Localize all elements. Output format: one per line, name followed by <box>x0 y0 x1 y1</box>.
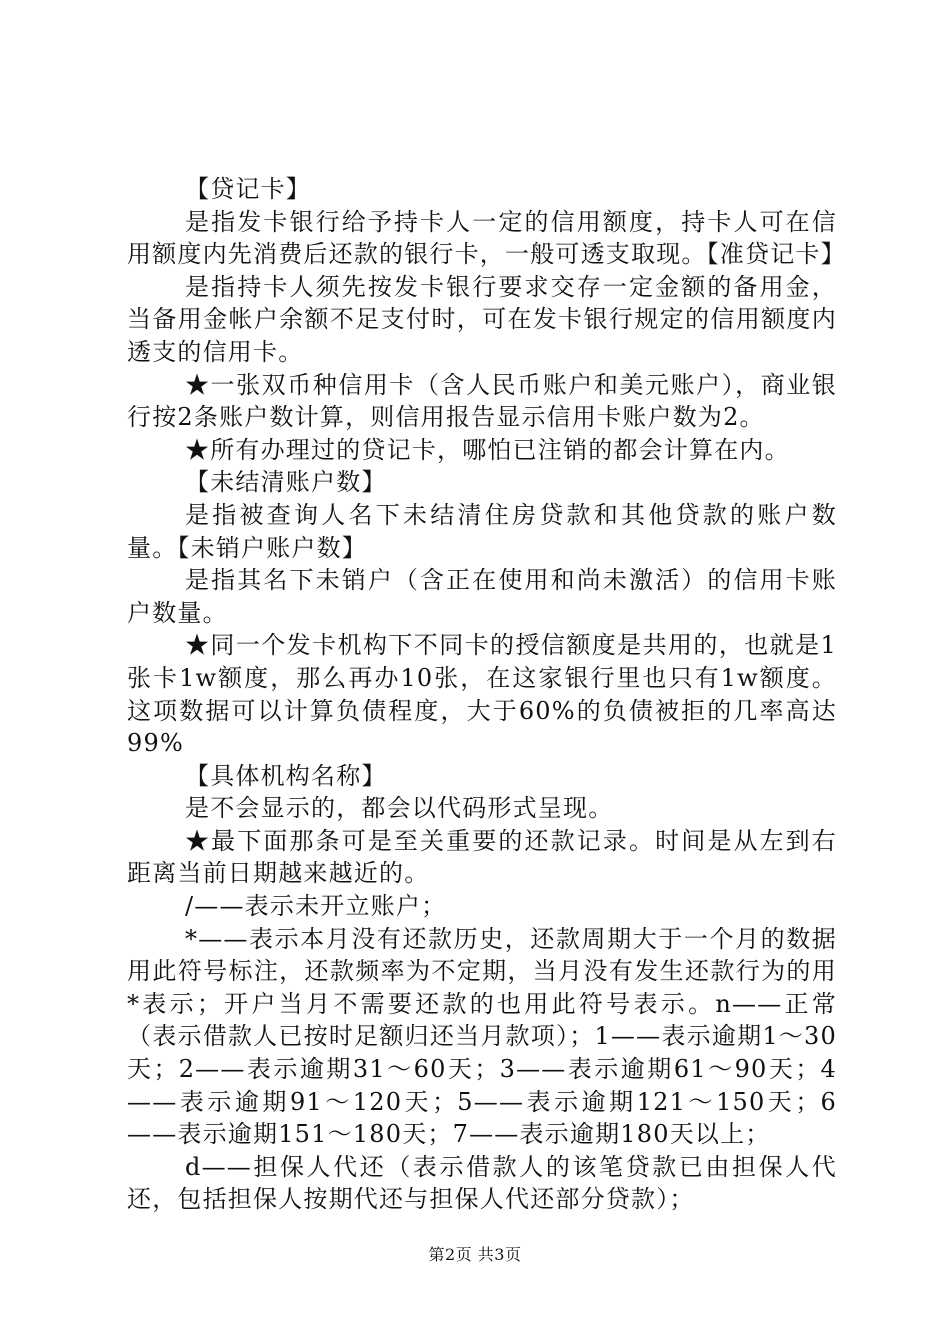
document-body <box>127 173 846 1216</box>
paragraph-credit-card-definition: 是指发卡银行给予持卡人一定的信用额度，持卡人可在信用额度内先消费后还款的银行卡，一般可透支取现。【准贷记卡】 <box>127 207 846 269</box>
paragraph-dual-currency-note: ★一张双币种信用卡（含人民币账户和美元账户），商业银行按2条账户数计算，则信用报告显示信用卡账户数为2。 <box>127 370 837 432</box>
page-footer: 第2页 共3页 <box>428 1245 522 1264</box>
paragraph-unsettled-accounts-heading: 【未结清账户数】 <box>185 468 387 497</box>
paragraph-institution-name-definition: 是不会显示的，都会以代码形式呈现。 <box>185 794 614 823</box>
paragraph-institution-name-heading: 【具体机构名称】 <box>185 761 387 790</box>
paragraph-open-accounts-definition: 是指其名下未销户（含正在使用和尚未激活）的信用卡账户数量。 <box>127 566 837 627</box>
paragraph-cancelled-cards-note: ★所有办理过的贷记卡，哪怕已注销的都会计算在内。 <box>185 435 790 464</box>
paragraph-unsettled-accounts-definition: 是指被查询人名下未结清住房贷款和其他贷款的账户数量。【未销户账户数】 <box>127 500 837 562</box>
paragraph-symbol-legend: *——表示本月没有还款历史，还款周期大于一个月的数据用此符号标注，还款频率为不定期，当月没有发生还款行为的用*表示；开户当月不需要还款的也用此符号表示。n——正常（表示借款人已按时足额归还当月款项）；1——表示逾期1～30天；2——表示逾期31～60天；3——表示逾期61～90天；4——表示逾期91～120天；5——表示逾期121～150天；6——表示逾期151～180天；7——表示逾期180天以上； <box>127 924 837 1149</box>
paragraph-symbol-d: d——担保人代还（表示借款人的该笔贷款已由担保人代还，包括担保人按期代还与担保人代还部分贷款）； <box>127 1152 837 1214</box>
paragraph-quasi-credit-card-definition: 是指持卡人须先按发卡银行要求交存一定金额的备用金，当备用金帐户余额不足支付时，可在发卡银行规定的信用额度内透支的信用卡。 <box>127 272 837 366</box>
paragraph-symbol-slash: /——表示未开立账户； <box>185 892 447 921</box>
paragraph-repayment-record-note: ★最下面那条可是至关重要的还款记录。时间是从左到右距离当前日期越来越近的。 <box>127 826 837 888</box>
paragraph-credit-card-heading: 【贷记卡】 <box>185 175 311 203</box>
paragraph-shared-credit-limit-note: ★同一个发卡机构下不同卡的授信额度是共用的，也就是1张卡1w额度，那么再办10张，在这家银行里也只有1w额度。这项数据可以计算负债程度，大于60%的负债被拒的几率高达99% <box>127 631 837 758</box>
